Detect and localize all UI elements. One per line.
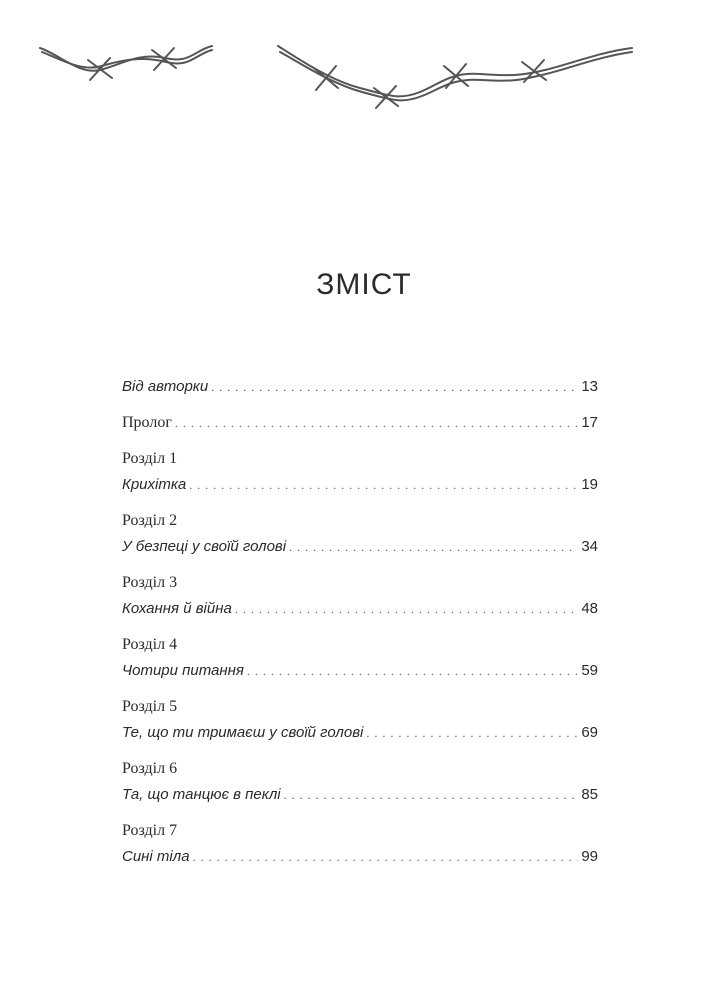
page-title: ЗМІСТ xyxy=(316,268,412,301)
toc-page-number: 34 xyxy=(581,538,598,555)
dot-leader xyxy=(289,534,578,560)
toc-chapter-1[interactable] xyxy=(122,446,598,498)
dot-leader xyxy=(175,410,578,436)
dot-leader xyxy=(211,374,578,400)
dot-leader xyxy=(247,658,578,684)
chapter-heading: Розділ 7 xyxy=(122,822,178,839)
toc-page-number: 59 xyxy=(581,662,598,679)
toc-page-number: 13 xyxy=(581,378,598,395)
table-of-contents xyxy=(122,374,598,880)
toc-page-number: 17 xyxy=(581,414,598,431)
toc-entry-label: Пролог xyxy=(122,414,172,431)
dot-leader xyxy=(366,720,578,746)
chapter-heading: Розділ 4 xyxy=(122,636,178,653)
chapter-title: Кохання й війна xyxy=(122,600,232,617)
dot-leader xyxy=(284,782,579,808)
chapter-heading: Розділ 6 xyxy=(122,760,178,777)
dot-leader xyxy=(193,844,579,870)
toc-page-number: 85 xyxy=(581,786,598,803)
chapter-heading: Розділ 1 xyxy=(122,450,178,467)
chapter-title: Те, що ти тримаєш у своїй голові xyxy=(122,724,364,741)
toc-chapter-2[interactable] xyxy=(122,508,598,560)
chapter-title: Крихітка xyxy=(122,476,187,493)
chapter-title: Чотири питання xyxy=(122,662,244,679)
toc-entry-label: Від авторки xyxy=(122,378,209,395)
toc-chapter-6[interactable] xyxy=(122,756,598,808)
chapter-title: Та, що танцює в пеклі xyxy=(122,786,281,803)
toc-entry-intro[interactable] xyxy=(122,374,598,400)
toc-chapter-3[interactable] xyxy=(122,570,598,622)
toc-chapter-5[interactable] xyxy=(122,694,598,746)
dot-leader xyxy=(189,472,578,498)
toc-chapter-7[interactable] xyxy=(122,818,598,870)
toc-chapter-4[interactable] xyxy=(122,632,598,684)
chapter-title: Сині тіла xyxy=(122,848,190,865)
toc-page-number: 99 xyxy=(581,848,598,865)
toc-entry-prologue[interactable] xyxy=(122,410,598,436)
toc-page-number: 69 xyxy=(581,724,598,741)
chapter-title: У безпеці у своїй голові xyxy=(122,538,287,555)
toc-page-number: 19 xyxy=(581,476,598,493)
chapter-heading: Розділ 2 xyxy=(122,512,178,529)
toc-page-number: 48 xyxy=(581,600,598,617)
barbed-wire-decoration xyxy=(0,0,728,120)
chapter-heading: Розділ 3 xyxy=(122,574,178,591)
dot-leader xyxy=(235,596,578,622)
chapter-heading: Розділ 5 xyxy=(122,698,178,715)
